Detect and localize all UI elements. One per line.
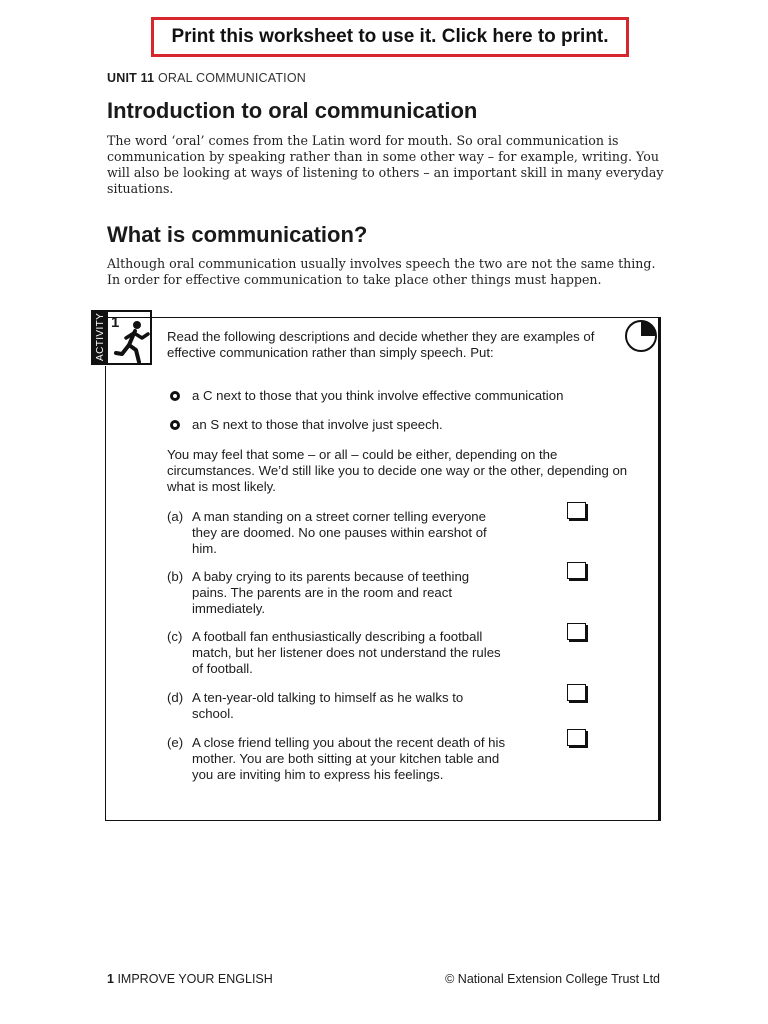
- answer-box-b[interactable]: [567, 562, 586, 579]
- footer-book-title: [107, 972, 273, 986]
- bullet-text: an S next to those that involve just speech.: [192, 417, 443, 432]
- unit-name: ORAL COMMUNICATION: [157, 71, 306, 85]
- activity-item-a: [167, 509, 507, 557]
- ring-bullet-icon: [170, 391, 180, 401]
- item-text: A baby crying to its parents because of teething pains. The parents are in the room and react immediately.: [192, 569, 470, 616]
- bullet-item: [170, 417, 443, 433]
- ring-bullet-icon: [170, 420, 180, 430]
- activity-item-c: [167, 629, 507, 677]
- unit-label: [107, 71, 306, 85]
- section-heading: What is communication?: [107, 222, 368, 247]
- item-letter: (c): [167, 629, 183, 644]
- footer-copyright: © National Extension College Trust Ltd: [445, 972, 660, 986]
- activity-box: [106, 317, 661, 821]
- item-letter: (b): [167, 569, 184, 584]
- activity-tab-label: ACTIVITY: [95, 312, 106, 361]
- answer-box-e[interactable]: [567, 729, 586, 746]
- item-letter: (a): [167, 509, 184, 524]
- bullet-text: a C next to those that you think involve effective communication: [192, 388, 564, 403]
- page-title: Introduction to oral communication: [107, 98, 478, 123]
- activity-item-e: [167, 735, 507, 783]
- section-paragraph: Although oral communication usually involves speech the two are not the same thing. In order for effective communication to take place other things must happen.: [107, 256, 656, 287]
- answer-box-d[interactable]: [567, 684, 586, 701]
- item-text: A ten-year-old talking to himself as he walks to school.: [192, 690, 464, 721]
- item-letter: (e): [167, 735, 184, 750]
- activity-item-b: [167, 569, 507, 617]
- activity-item-d: [167, 690, 507, 722]
- activity-instructions: Read the following descriptions and decide whether they are examples of effective communication rather than simply speech. Put:: [167, 329, 595, 360]
- activity-note: You may feel that some – or all – could be either, depending on the circumstances. We’d still like you to decide one way or the other, depending on what is most likely.: [167, 447, 628, 494]
- activity-box-rule: [105, 366, 106, 821]
- answer-box-c[interactable]: [567, 623, 586, 640]
- activity-number: 1: [111, 314, 120, 331]
- item-text: A close friend telling you about the recent death of his mother. You are both sitting at your kitchen table and you are inviting him to express his feelings.: [192, 735, 506, 782]
- book-title: IMPROVE YOUR ENGLISH: [117, 972, 273, 986]
- page-number: 1: [107, 972, 114, 986]
- answer-box-a[interactable]: [567, 502, 586, 519]
- intro-paragraph: The word ‘oral’ comes from the Latin word for mouth. So oral communication is communication by speaking rather than in some other way – for example, writing. You will also be looking at ways of listening to others – an important skill in many everyday situations.: [107, 133, 664, 196]
- bullet-item: [170, 388, 563, 404]
- item-text: A man standing on a street corner telling everyone they are doomed. No one pauses within earshot of him.: [192, 509, 487, 556]
- item-text: A football fan enthusiastically describing a football match, but her listener does not understand the rules of football.: [192, 629, 501, 676]
- unit-number: UNIT 11: [107, 71, 155, 85]
- print-worksheet-button[interactable]: Print this worksheet to use it. Click here to print.: [151, 17, 629, 57]
- item-letter: (d): [167, 690, 184, 705]
